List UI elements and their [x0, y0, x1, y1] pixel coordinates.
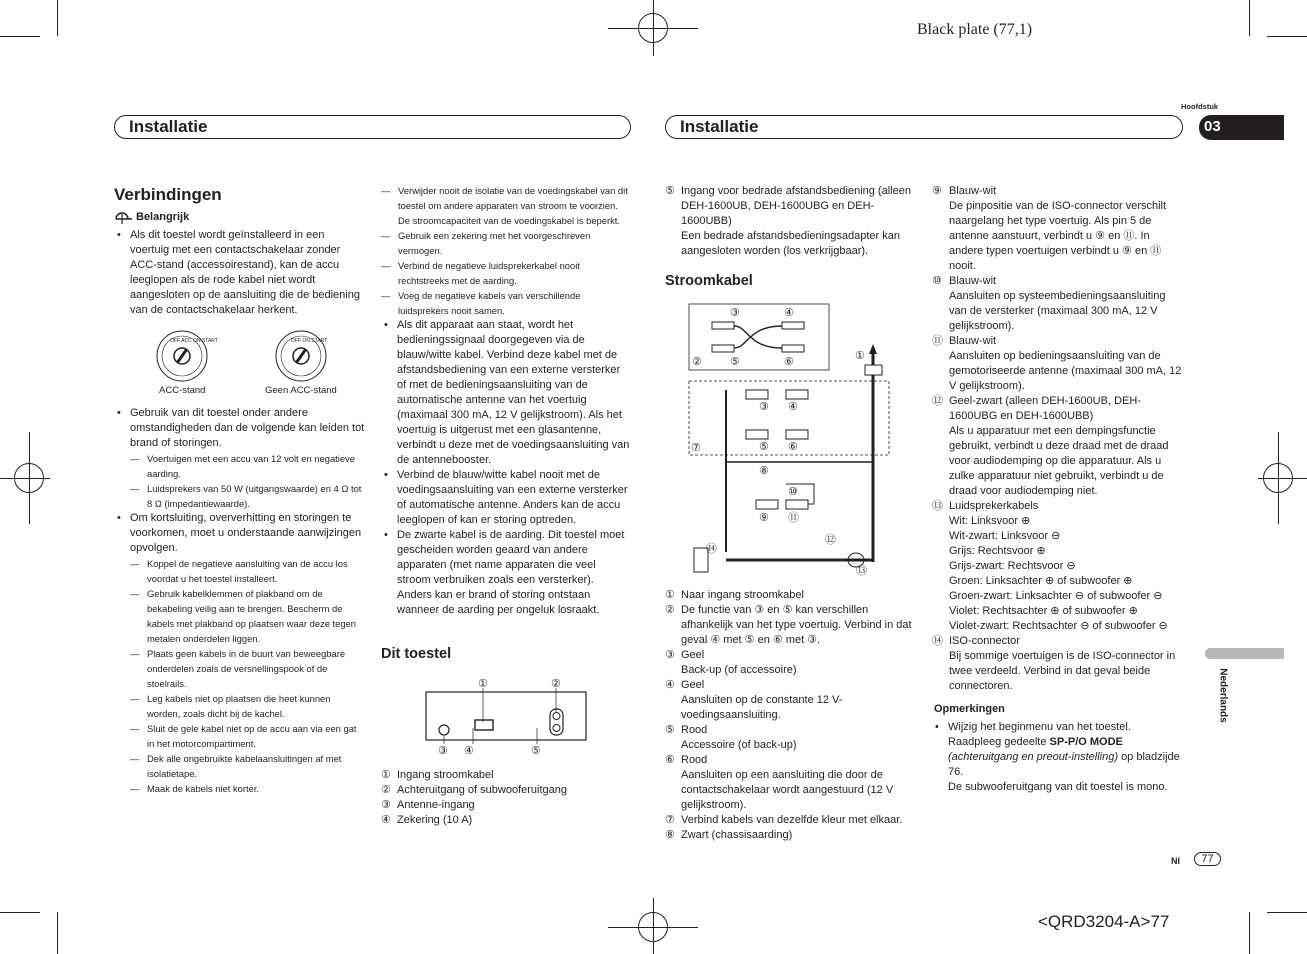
acc-dial-text: OFF ACC ON START: [170, 338, 218, 344]
callout: ③: [438, 745, 448, 757]
list-item: ④ Geel Aansluiten op de constante 12 V-voedingsaansluiting.: [665, 679, 843, 721]
list-item: ⑦ Verbind kabels van dezelfde kleur met elkaar.: [665, 814, 903, 826]
dash-item: — Sluit de gele kabel niet op de accu aan via een gat in het motorcompartiment.: [130, 721, 366, 751]
language-tab-label: Nederlands: [1217, 668, 1229, 723]
dash-item: — Gebruik een zekering met het voorgeschreven vermogen.: [381, 228, 631, 258]
dash-item: — Verwijder nooit de isolatie van de voedingskabel van dit toestel om andere apparaten van stroom te voorzien. De stroomcapaciteit van de voedingskabel is beperkt.: [381, 183, 631, 228]
header-bar-right: [665, 115, 1183, 139]
dash-item: — Maak de kabels niet korter.: [130, 781, 366, 796]
bullet-short-circuit: • Om kortsluiting, oververhitting en storingen te voorkomen, moet u onderstaande aanwijzingen opvolgen.: [114, 511, 366, 556]
dash-item: — Leg kabels niet op plaatsen die heet kunnen worden, zoals dicht bij de kachel.: [130, 691, 366, 721]
list-item: ② Achteruitgang of subwooferuitgang: [381, 784, 568, 796]
list-item: ⑧ Zwart (chassisaarding): [665, 829, 793, 841]
callout: ②: [551, 678, 561, 690]
list-item: ⑤ Rood Accessoire (of back-up): [665, 724, 797, 751]
section-title-left: Installatie: [129, 117, 208, 136]
callout: ①: [855, 350, 865, 362]
bullet-conditions: • Gebruik van dit toestel onder andere omstandigheden dan de volgende kan leiden tot brand of storingen.: [114, 406, 366, 451]
list-item: ④ Zekering (10 A): [381, 814, 473, 826]
callout: ⑥: [784, 356, 794, 368]
dash-item: — Gebruik kabelklemmen of plakband om de bekabeling veilig aan te brengen. Bescherm de kabels met plakband op plaatsen waar deze tegen metalen onderdelen liggen.: [130, 586, 366, 646]
item5-block: [665, 184, 915, 259]
stroom-list: [665, 588, 915, 843]
bullet-item: • Als dit apparaat aan staat, wordt het bedieningssignaal doorgegeven via de blauw/witte kabel. Verbind deze kabel met de afstandsbediening van een externe versterker of met de bedieningsaansluiting van de automatische antenne van het voertuig (maximaal 300 mA, 12 V gelijkstroom). Als het voertuig is uitgerust met een glasantenne, verbindt u deze met de voedingsaansluiting van de antennebooster.: [381, 318, 631, 468]
list-item: ⑪ Blauw-wit Aansluiten op bedieningsaansluiting van de gemotoriseerde antenne (maximaal 300 mA, 12 V gelijkstroom).: [932, 335, 1182, 392]
list-item: ⑨ Blauw-wit De pinpositie van de ISO-connector verschilt naargelang het type voertuig. Als pin 5 de antenne aanstuurt, verbindt u ⑨ en ⑪. In andere typen voertuigen verbindt u ⑨ en ⑪ nooit.: [932, 185, 1167, 272]
bullet-item: • Verbind de blauw/witte kabel nooit met de voedingsaansluiting van een externe versterker of automatische antenne. Anders kan de accu leeglopen of kan er storing optreden.: [381, 468, 631, 528]
chapter-tab: [1199, 115, 1284, 140]
callout: ⑭: [706, 543, 717, 555]
important-icon: [114, 211, 134, 225]
callout: ⑥: [788, 441, 798, 453]
verbindingen-title: Verbindingen: [114, 185, 222, 204]
notes-title: Opmerkingen: [934, 703, 1005, 715]
list-item: ⑭ ISO-connector Bij sommige voertuigen is de ISO-connector in twee verdeeld. Verbind in dat geval beide connectoren.: [932, 635, 1176, 692]
language-tab-bar: [1205, 648, 1284, 659]
bullet-item: • De zwarte kabel is de aarding. Dit toestel moet gescheiden worden geaard van andere apparaten (met name apparaten die veel stroom verbruiken zoals een versterker). Anders kan er brand of storing ontstaan wanneer de aarding per ongeluk losraakt.: [381, 528, 631, 618]
dash-item: — Plaats geen kabels in de buurt van beweegbare onderdelen zoals de versnellingspook of de stoelrails.: [130, 646, 366, 691]
callout: ⑤: [759, 441, 769, 453]
bullet-block-1: [114, 228, 366, 318]
unit-rear-diagram: [420, 674, 600, 759]
col4-list: [932, 184, 1184, 694]
list-item: ⑤ Ingang voor bedrade afstandsbediening (alleen DEH-1600UB, DEH-1600UBG en DEH-1600UBB) Een bedrade afstandsbedieningsadapter kan aangesloten worden (los verkrijgbaar).: [665, 185, 911, 257]
callout: ⑤: [531, 745, 541, 757]
footer-code: <QRD3204-A>77: [1038, 912, 1170, 931]
bullet-acc: • Als dit toestel wordt geïnstalleerd in een voertuig met een contactschakelaar zonder ACC-stand (accessoirestand), kan de accu leeglopen als de rode kabel niet wordt aangesloten op de aansluiting die de bediening van de contactschakelaar herkent.: [114, 228, 366, 318]
dit-list: [381, 768, 631, 828]
stroomkabel-title: Stroomkabel: [665, 273, 753, 289]
acc-caption: ACC-stand: [159, 385, 206, 396]
list-item: ⑩ Blauw-wit Aansluiten op systeembedieningsaansluiting van de versterker (maximaal 300 mA, 12 V gelijkstroom).: [932, 275, 1166, 332]
no-acc-dial-text: OFF ON START: [291, 338, 328, 344]
list-item: ⑥ Rood Aansluiten op een aansluiting die door de contactschakelaar wordt aangestuurd (12 V gelijkstroom).: [665, 754, 894, 811]
no-acc-caption: Geen ACC-stand: [265, 385, 337, 396]
chapter-label: Hoofdstuk: [1181, 102, 1219, 111]
callout: ④: [788, 401, 798, 413]
callout: ⑤: [730, 356, 740, 368]
dash-item: — Dek alle ongebruikte kabelaansluitingen af met isolatietape.: [130, 751, 366, 781]
callout: ⑨: [759, 512, 769, 524]
list-item: ① Ingang stroomkabel: [381, 769, 494, 781]
dash-item: — Voertuigen met een accu van 12 volt en negatieve aarding.: [130, 451, 366, 481]
callout: ⑬: [856, 565, 867, 577]
power-cord-diagram: [686, 302, 896, 580]
notes-block: [932, 720, 1184, 795]
dash-item: — Luidsprekers van 50 W (uitgangswaarde) en 4 Ω tot 8 Ω (impedantiewaarde).: [130, 481, 366, 511]
bullet-block-2: [114, 406, 366, 796]
list-item: ③ Geel Back-up (of accessoire): [665, 649, 797, 676]
callout: ②: [692, 356, 702, 368]
callout: ⑧: [759, 465, 769, 477]
dash-item: — Koppel de negatieve aansluiting van de accu los voordat u het toestel installeert.: [130, 556, 366, 586]
callout: ⑩: [788, 486, 798, 498]
callout: ⑫: [825, 534, 836, 546]
callout: ③: [730, 307, 740, 319]
callout: ④: [464, 745, 474, 757]
callout: ⑦: [691, 442, 701, 454]
header-bar-left: [114, 115, 631, 139]
ignition-diagrams: [155, 328, 355, 384]
dash-item: — Verbind de negatieve luidsprekerkabel nooit rechtstreeks met de aarding.: [381, 258, 631, 288]
important-label: Belangrijk: [136, 211, 190, 223]
list-item: ⑫ Geel-zwart (alleen DEH-1600UB, DEH-1600UBG en DEH-1600UBB) Als u apparatuur met een dempingsfunctie gebruikt, verbindt u deze draad met de draad voor audiodemping op die apparatuur. Als u zulke apparatuur niet gebruikt, verbindt u de draad voor audiodemping niet.: [932, 395, 1169, 497]
list-item: ③ Antenne-ingang: [381, 799, 475, 811]
footer-page-number: 77: [1194, 852, 1221, 866]
list-item-speakers: ⑬ Luidsprekerkabels Wit: Linksvoor ⊕ Wit-zwart: Linksvoor ⊖ Grijs: Rechtsvoor ⊕ Grijs-zwart: Rechtsvoor ⊖ Groen: Linksachter ⊕ of subwoofer ⊕ Groen-zwart: Linksachter ⊖ of subwoofer ⊖ Violet: Rechtsachter ⊕ of subwoofer ⊕ Violet-zwart: Rechtsachter ⊖ of subwoofer ⊖: [932, 500, 1168, 632]
footer-lang: Nl: [1171, 856, 1180, 866]
dit-toestel-title: Dit toestel: [381, 646, 452, 662]
callout: ⑪: [788, 512, 799, 524]
chapter-number: 03: [1204, 118, 1221, 135]
plate-label: Black plate (77,1): [917, 21, 1033, 38]
note-item: • Wijzig het beginmenu van het toestel. Raadpleeg gedeelte SP-P/O MODE (achteruitgang en preout-instelling) op bladzijde 76. De subwooferuitgang van dit toestel is mono.: [932, 720, 1184, 795]
col2-text: [381, 183, 631, 618]
dash-item: — Voeg de negatieve kabels van verschillende luidsprekers nooit samen.: [381, 288, 631, 318]
callout: ③: [759, 401, 769, 413]
section-title-right: Installatie: [680, 117, 759, 136]
list-item: ② De functie van ③ en ⑤ kan verschillen afhankelijk van het type voertuig. Verbind in dat geval ④ met ⑤ en ⑥ met ③.: [665, 604, 912, 646]
callout: ①: [478, 678, 488, 690]
list-item: ① Naar ingang stroomkabel: [665, 589, 804, 601]
callout: ④: [784, 307, 794, 319]
